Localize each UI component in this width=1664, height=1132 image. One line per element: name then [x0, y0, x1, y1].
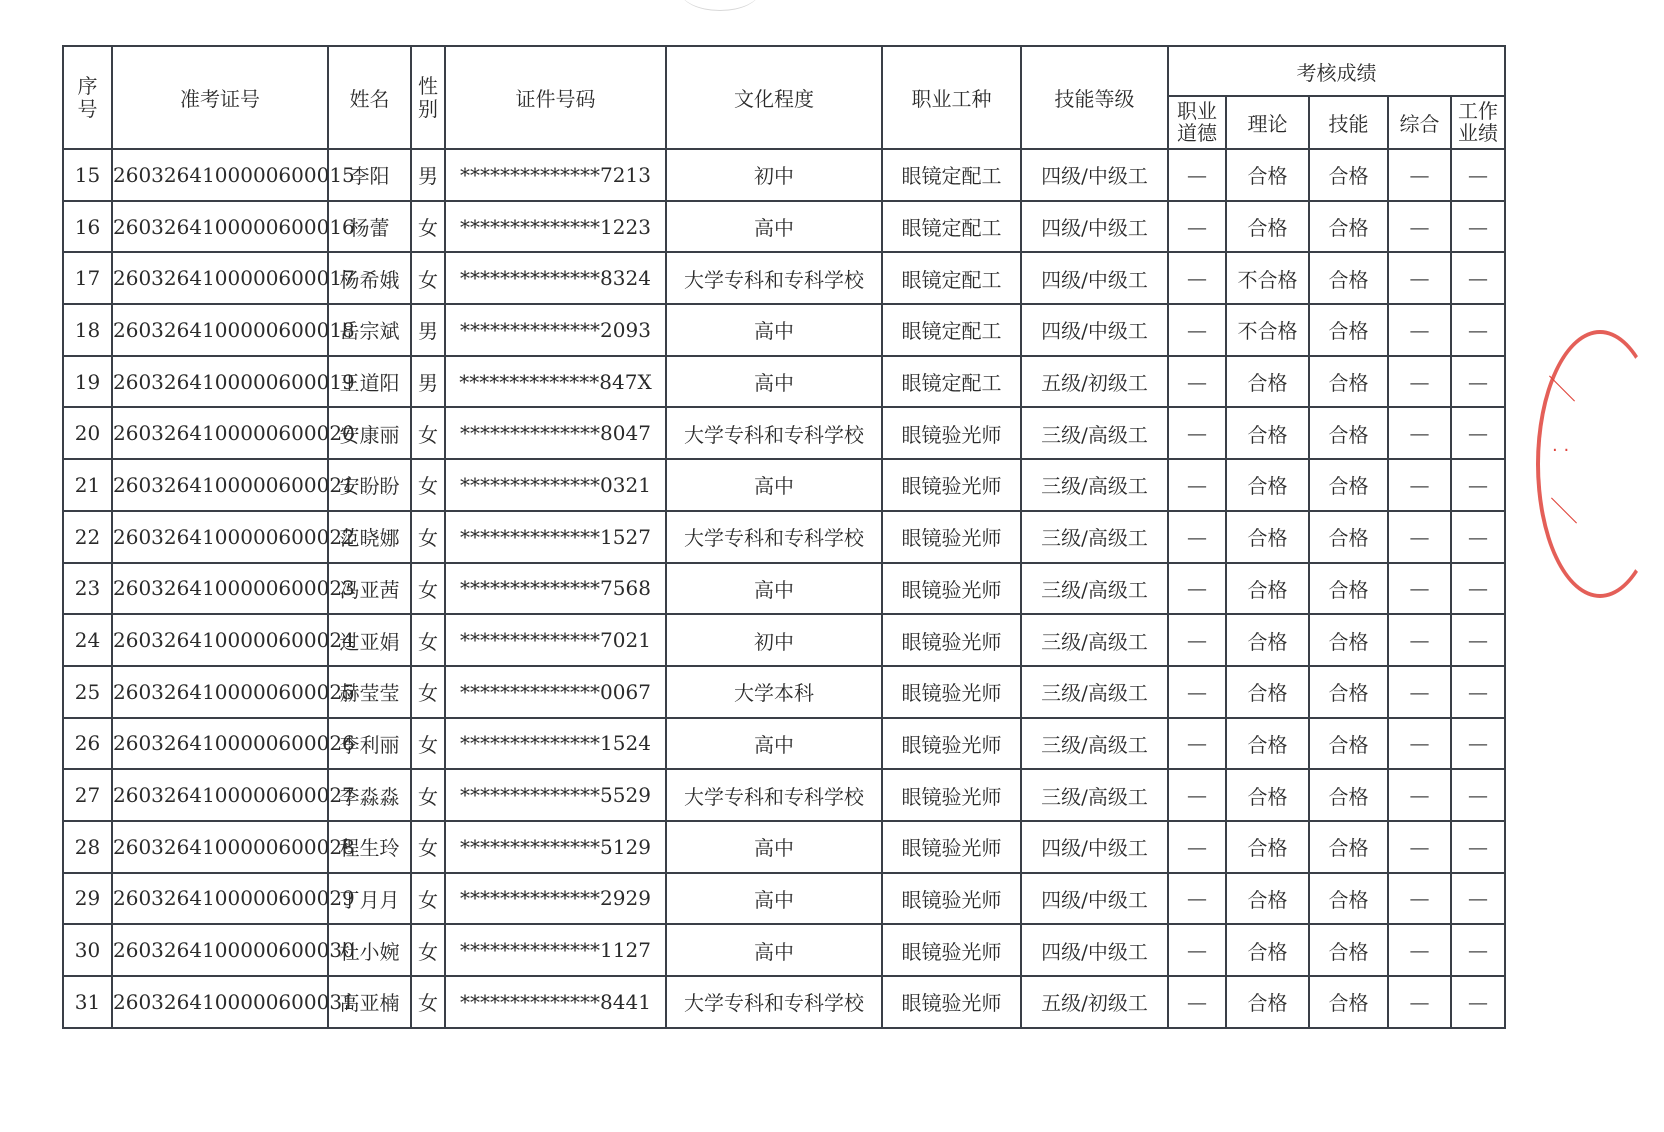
cell-seq: 24 — [63, 614, 112, 666]
cell-theory: 合格 — [1226, 407, 1309, 459]
cell-ticket: 2603264100000600020 — [112, 407, 328, 459]
cell-occupation: 眼镜验光师 — [882, 511, 1021, 563]
table-row — [63, 718, 1505, 770]
cell-gender: 女 — [411, 976, 445, 1028]
cell-theory: 不合格 — [1226, 304, 1309, 356]
table-row — [63, 149, 1505, 201]
cell-id: **************1524 — [445, 718, 666, 770]
cell-level: 三级/高级工 — [1021, 563, 1168, 615]
cell-occupation: 眼镜定配工 — [882, 149, 1021, 201]
cell-id: **************7568 — [445, 563, 666, 615]
cell-skill: 合格 — [1309, 769, 1388, 821]
cell-education: 高中 — [666, 821, 882, 873]
cell-overall: — — [1388, 149, 1451, 201]
cell-overall: — — [1388, 821, 1451, 873]
cell-ethics: — — [1168, 821, 1226, 873]
cell-gender: 女 — [411, 924, 445, 976]
seal-stroke: · · — [1552, 440, 1570, 461]
header-gender: 性 别 — [411, 46, 445, 149]
cell-seq: 18 — [63, 304, 112, 356]
cell-name: 程生玲 — [328, 821, 411, 873]
cell-skill: 合格 — [1309, 511, 1388, 563]
cell-ethics: — — [1168, 356, 1226, 408]
cell-name: 李阳 — [328, 149, 411, 201]
cell-level: 四级/中级工 — [1021, 821, 1168, 873]
cell-gender: 女 — [411, 407, 445, 459]
cell-ticket: 2603264100000600026 — [112, 718, 328, 770]
cell-gender: 女 — [411, 821, 445, 873]
table-row — [63, 511, 1505, 563]
cell-ethics: — — [1168, 718, 1226, 770]
table-row — [63, 821, 1505, 873]
cell-education: 大学专科和专科学校 — [666, 407, 882, 459]
cell-occupation: 眼镜验光师 — [882, 873, 1021, 925]
cell-gender: 女 — [411, 201, 445, 253]
cell-seq: 19 — [63, 356, 112, 408]
cell-ethics: — — [1168, 976, 1226, 1028]
cell-level: 四级/中级工 — [1021, 304, 1168, 356]
cell-work: — — [1451, 924, 1505, 976]
cell-skill: 合格 — [1309, 924, 1388, 976]
cell-skill: 合格 — [1309, 873, 1388, 925]
cell-occupation: 眼镜验光师 — [882, 666, 1021, 718]
cell-seq: 30 — [63, 924, 112, 976]
cell-occupation: 眼镜定配工 — [882, 201, 1021, 253]
cell-theory: 不合格 — [1226, 252, 1309, 304]
cell-ticket: 2603264100000600018 — [112, 304, 328, 356]
cell-gender: 女 — [411, 614, 445, 666]
cell-occupation: 眼镜验光师 — [882, 563, 1021, 615]
cell-work: — — [1451, 149, 1505, 201]
cell-skill: 合格 — [1309, 407, 1388, 459]
cell-occupation: 眼镜验光师 — [882, 614, 1021, 666]
cell-ethics: — — [1168, 201, 1226, 253]
cell-ticket: 2603264100000600028 — [112, 821, 328, 873]
cell-skill: 合格 — [1309, 201, 1388, 253]
table-row — [63, 252, 1505, 304]
cell-ethics: — — [1168, 666, 1226, 718]
cell-overall: — — [1388, 356, 1451, 408]
cell-name: 高亚楠 — [328, 976, 411, 1028]
cell-education: 大学专科和专科学校 — [666, 252, 882, 304]
header-skill: 技能 — [1309, 96, 1388, 149]
cell-level: 三级/高级工 — [1021, 614, 1168, 666]
header-assessment: 考核成绩 — [1168, 46, 1505, 96]
cell-ethics: — — [1168, 149, 1226, 201]
table-row — [63, 769, 1505, 821]
cell-overall: — — [1388, 252, 1451, 304]
cell-ticket: 2603264100000600030 — [112, 924, 328, 976]
table-row — [63, 873, 1505, 925]
cell-education: 高中 — [666, 563, 882, 615]
cell-education: 大学专科和专科学校 — [666, 976, 882, 1028]
table-row — [63, 201, 1505, 253]
cell-overall: — — [1388, 201, 1451, 253]
header-ticket: 准考证号 — [112, 46, 328, 149]
cell-name: 过亚娟 — [328, 614, 411, 666]
header-seq: 序 号 — [63, 46, 112, 149]
cell-ticket: 2603264100000600025 — [112, 666, 328, 718]
cell-skill: 合格 — [1309, 356, 1388, 408]
cell-name: 李利丽 — [328, 718, 411, 770]
table-row — [63, 563, 1505, 615]
cell-name: 杨希娥 — [328, 252, 411, 304]
cell-skill: 合格 — [1309, 614, 1388, 666]
cell-seq: 27 — [63, 769, 112, 821]
cell-work: — — [1451, 252, 1505, 304]
cell-ticket: 2603264100000600031 — [112, 976, 328, 1028]
cell-theory: 合格 — [1226, 821, 1309, 873]
cell-id: **************847X — [445, 356, 666, 408]
cell-theory: 合格 — [1226, 201, 1309, 253]
cell-ticket: 2603264100000600023 — [112, 563, 328, 615]
cell-occupation: 眼镜验光师 — [882, 459, 1021, 511]
table-row — [63, 407, 1505, 459]
cell-seq: 22 — [63, 511, 112, 563]
cell-occupation: 眼镜验光师 — [882, 718, 1021, 770]
cell-gender: 女 — [411, 666, 445, 718]
cell-name: 安康丽 — [328, 407, 411, 459]
cell-ticket: 2603264100000600019 — [112, 356, 328, 408]
cell-ticket: 2603264100000600017 — [112, 252, 328, 304]
cell-occupation: 眼镜定配工 — [882, 356, 1021, 408]
cell-id: **************0321 — [445, 459, 666, 511]
cell-level: 五级/初级工 — [1021, 356, 1168, 408]
cell-overall: — — [1388, 976, 1451, 1028]
cell-skill: 合格 — [1309, 149, 1388, 201]
cell-level: 四级/中级工 — [1021, 201, 1168, 253]
cell-work: — — [1451, 304, 1505, 356]
cell-education: 高中 — [666, 356, 882, 408]
cell-gender: 女 — [411, 873, 445, 925]
cell-ethics: — — [1168, 563, 1226, 615]
cell-occupation: 眼镜定配工 — [882, 252, 1021, 304]
cell-level: 四级/中级工 — [1021, 252, 1168, 304]
cell-theory: 合格 — [1226, 873, 1309, 925]
cell-work: — — [1451, 356, 1505, 408]
cell-education: 大学专科和专科学校 — [666, 769, 882, 821]
header-education: 文化程度 — [666, 46, 882, 149]
cell-seq: 28 — [63, 821, 112, 873]
cell-theory: 合格 — [1226, 666, 1309, 718]
table-body — [63, 149, 1505, 1028]
cell-gender: 男 — [411, 356, 445, 408]
cell-gender: 男 — [411, 304, 445, 356]
cell-overall: — — [1388, 873, 1451, 925]
cell-education: 高中 — [666, 718, 882, 770]
cell-theory: 合格 — [1226, 614, 1309, 666]
cell-id: **************5529 — [445, 769, 666, 821]
cell-skill: 合格 — [1309, 304, 1388, 356]
table-row — [63, 666, 1505, 718]
cell-name: 岳宗斌 — [328, 304, 411, 356]
seal-stroke: ＼ — [1548, 373, 1577, 406]
cell-education: 高中 — [666, 304, 882, 356]
header-work: 工作 业绩 — [1451, 96, 1505, 149]
cell-seq: 29 — [63, 873, 112, 925]
table-row — [63, 924, 1505, 976]
cell-name: 赫莹莹 — [328, 666, 411, 718]
cell-overall: — — [1388, 924, 1451, 976]
scan-edge-mark — [680, 0, 760, 11]
cell-education: 初中 — [666, 614, 882, 666]
cell-overall: — — [1388, 718, 1451, 770]
header-name: 姓名 — [328, 46, 411, 149]
header-ethics: 职业 道德 — [1168, 96, 1226, 149]
cell-work: — — [1451, 821, 1505, 873]
table-header — [63, 46, 1505, 149]
header-occupation: 职业工种 — [882, 46, 1021, 149]
cell-education: 高中 — [666, 873, 882, 925]
cell-work: — — [1451, 459, 1505, 511]
cell-gender: 女 — [411, 769, 445, 821]
cell-occupation: 眼镜验光师 — [882, 821, 1021, 873]
cell-ticket: 2603264100000600029 — [112, 873, 328, 925]
cell-theory: 合格 — [1226, 769, 1309, 821]
cell-id: **************1223 — [445, 201, 666, 253]
cell-overall: — — [1388, 666, 1451, 718]
cell-id: **************8324 — [445, 252, 666, 304]
cell-seq: 23 — [63, 563, 112, 615]
cell-theory: 合格 — [1226, 149, 1309, 201]
cell-skill: 合格 — [1309, 563, 1388, 615]
cell-seq: 26 — [63, 718, 112, 770]
cell-ethics: — — [1168, 614, 1226, 666]
cell-name: 杜小婉 — [328, 924, 411, 976]
cell-level: 四级/中级工 — [1021, 873, 1168, 925]
cell-seq: 17 — [63, 252, 112, 304]
cell-level: 三级/高级工 — [1021, 666, 1168, 718]
cell-name: 范晓娜 — [328, 511, 411, 563]
cell-overall: — — [1388, 304, 1451, 356]
cell-ethics: — — [1168, 769, 1226, 821]
cell-ticket: 2603264100000600027 — [112, 769, 328, 821]
cell-occupation: 眼镜验光师 — [882, 407, 1021, 459]
cell-ticket: 2603264100000600024 — [112, 614, 328, 666]
cell-name: 安盼盼 — [328, 459, 411, 511]
header-theory: 理论 — [1226, 96, 1309, 149]
cell-skill: 合格 — [1309, 252, 1388, 304]
cell-seq: 31 — [63, 976, 112, 1028]
cell-level: 三级/高级工 — [1021, 718, 1168, 770]
cell-work: — — [1451, 563, 1505, 615]
cell-level: 三级/高级工 — [1021, 769, 1168, 821]
cell-theory: 合格 — [1226, 718, 1309, 770]
header-id: 证件号码 — [445, 46, 666, 149]
cell-ticket: 2603264100000600015 — [112, 149, 328, 201]
cell-occupation: 眼镜验光师 — [882, 976, 1021, 1028]
cell-work: — — [1451, 718, 1505, 770]
cell-work: — — [1451, 614, 1505, 666]
cell-ethics: — — [1168, 459, 1226, 511]
cell-ticket: 2603264100000600022 — [112, 511, 328, 563]
cell-id: **************1527 — [445, 511, 666, 563]
cell-name: 杨蕾 — [328, 201, 411, 253]
table-row — [63, 976, 1505, 1028]
cell-work: — — [1451, 201, 1505, 253]
cell-occupation: 眼镜验光师 — [882, 769, 1021, 821]
cell-id: **************5129 — [445, 821, 666, 873]
cell-theory: 合格 — [1226, 459, 1309, 511]
table-row — [63, 356, 1505, 408]
cell-ethics: — — [1168, 511, 1226, 563]
cell-gender: 男 — [411, 149, 445, 201]
cell-theory: 合格 — [1226, 563, 1309, 615]
cell-seq: 16 — [63, 201, 112, 253]
cell-skill: 合格 — [1309, 718, 1388, 770]
cell-level: 三级/高级工 — [1021, 511, 1168, 563]
cell-ethics: — — [1168, 873, 1226, 925]
cell-id: **************0067 — [445, 666, 666, 718]
cell-id: **************8441 — [445, 976, 666, 1028]
cell-occupation: 眼镜定配工 — [882, 304, 1021, 356]
cell-id: **************2929 — [445, 873, 666, 925]
cell-id: **************7021 — [445, 614, 666, 666]
cell-skill: 合格 — [1309, 666, 1388, 718]
cell-ethics: — — [1168, 252, 1226, 304]
cell-overall: — — [1388, 614, 1451, 666]
header-skill-level: 技能等级 — [1021, 46, 1168, 149]
cell-seq: 21 — [63, 459, 112, 511]
cell-overall: — — [1388, 563, 1451, 615]
cell-ticket: 2603264100000600021 — [112, 459, 328, 511]
cell-work: — — [1451, 976, 1505, 1028]
cell-occupation: 眼镜验光师 — [882, 924, 1021, 976]
cell-overall: — — [1388, 511, 1451, 563]
cell-ethics: — — [1168, 304, 1226, 356]
cell-seq: 15 — [63, 149, 112, 201]
cell-theory: 合格 — [1226, 924, 1309, 976]
cell-id: **************1127 — [445, 924, 666, 976]
cell-name: 王道阳 — [328, 356, 411, 408]
cell-gender: 女 — [411, 563, 445, 615]
cell-theory: 合格 — [1226, 976, 1309, 1028]
header-overall: 综合 — [1388, 96, 1451, 149]
cell-ticket: 2603264100000600016 — [112, 201, 328, 253]
cell-id: **************7213 — [445, 149, 666, 201]
cell-work: — — [1451, 666, 1505, 718]
cell-level: 四级/中级工 — [1021, 924, 1168, 976]
cell-work: — — [1451, 873, 1505, 925]
cell-gender: 女 — [411, 459, 445, 511]
cell-name: 李淼淼 — [328, 769, 411, 821]
cell-gender: 女 — [411, 252, 445, 304]
cell-education: 高中 — [666, 201, 882, 253]
cell-level: 五级/初级工 — [1021, 976, 1168, 1028]
cell-gender: 女 — [411, 511, 445, 563]
cell-education: 高中 — [666, 924, 882, 976]
table-row — [63, 304, 1505, 356]
cell-level: 三级/高级工 — [1021, 407, 1168, 459]
cell-gender: 女 — [411, 718, 445, 770]
cell-id: **************2093 — [445, 304, 666, 356]
cell-skill: 合格 — [1309, 976, 1388, 1028]
cell-work: — — [1451, 407, 1505, 459]
cell-education: 大学专科和专科学校 — [666, 511, 882, 563]
cell-ethics: — — [1168, 407, 1226, 459]
cell-education: 高中 — [666, 459, 882, 511]
cell-level: 三级/高级工 — [1021, 459, 1168, 511]
cell-overall: — — [1388, 769, 1451, 821]
table-row — [63, 459, 1505, 511]
cell-name: 冯亚茜 — [328, 563, 411, 615]
cell-work: — — [1451, 769, 1505, 821]
cell-skill: 合格 — [1309, 459, 1388, 511]
cell-education: 初中 — [666, 149, 882, 201]
cell-overall: — — [1388, 407, 1451, 459]
cell-ethics: — — [1168, 924, 1226, 976]
cell-theory: 合格 — [1226, 356, 1309, 408]
seal-stroke: ＼ — [1550, 495, 1579, 528]
cell-overall: — — [1388, 459, 1451, 511]
cell-seq: 20 — [63, 407, 112, 459]
cell-id: **************8047 — [445, 407, 666, 459]
cell-level: 四级/中级工 — [1021, 149, 1168, 201]
cell-name: 丁月月 — [328, 873, 411, 925]
exam-results-table — [62, 45, 1506, 1029]
table-row — [63, 614, 1505, 666]
cell-theory: 合格 — [1226, 511, 1309, 563]
cell-seq: 25 — [63, 666, 112, 718]
cell-skill: 合格 — [1309, 821, 1388, 873]
cell-education: 大学本科 — [666, 666, 882, 718]
cell-work: — — [1451, 511, 1505, 563]
